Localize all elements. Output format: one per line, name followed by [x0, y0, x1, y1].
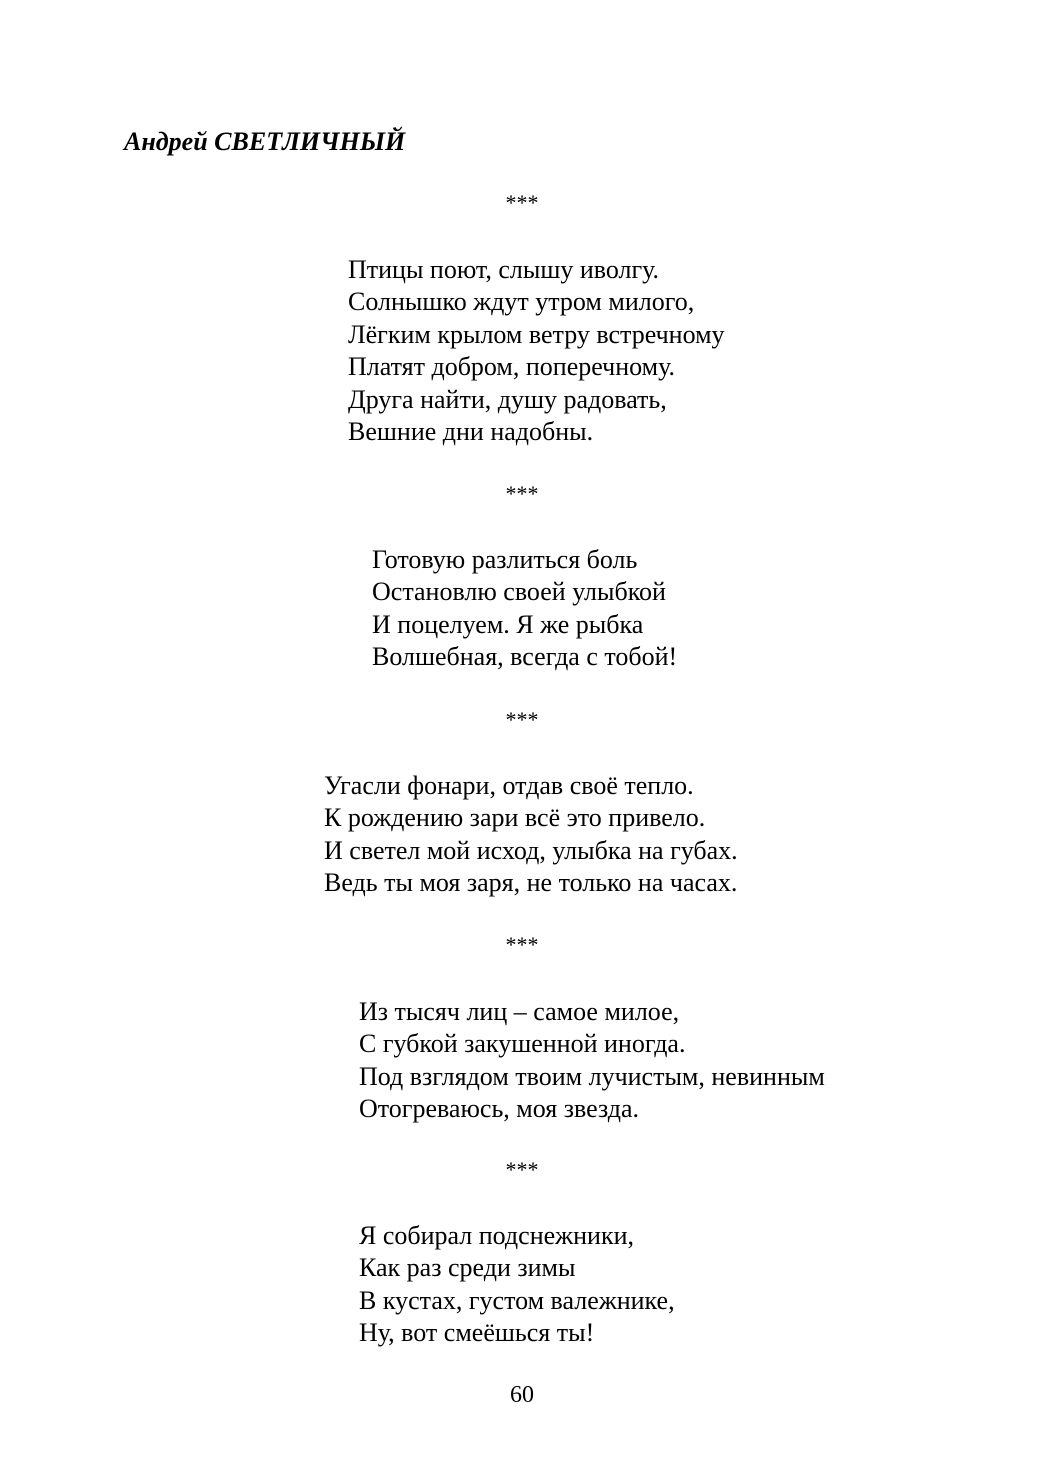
poem-line: Ведь ты моя заря, не только на часах. — [324, 868, 738, 898]
poem-line: Из тысяч лиц – самое милое, — [359, 997, 680, 1026]
poem-line: Остановлю своей улыбкой — [372, 577, 666, 607]
poem — [359, 996, 825, 1126]
poem-line: Как раз среди зимы — [359, 1253, 576, 1283]
poem-line: К рождению зари всё это привело. — [324, 803, 706, 833]
separator: *** — [505, 707, 539, 732]
poem-line: Платят добром, поперечному. — [348, 352, 675, 382]
separator: *** — [505, 932, 539, 957]
separator: *** — [505, 190, 539, 215]
poem-line: Волшебная, всегда с тобой! — [372, 642, 678, 672]
poem-line: Готовую разлиться боль — [372, 545, 638, 574]
poem — [348, 254, 725, 448]
separator: *** — [505, 481, 539, 506]
author-heading: Андрей СВЕТЛИЧНЫЙ — [124, 127, 406, 156]
poem — [324, 770, 738, 900]
poem-line: Птицы поют, слышу иволгу. — [348, 255, 660, 284]
poem-line: Солнышко ждут утром милого, — [348, 287, 695, 317]
poem — [359, 1220, 675, 1350]
poem-line: И светел мой исход, улыбка на губах. — [324, 835, 738, 865]
separator: *** — [505, 1157, 539, 1182]
poem-line: Ну, вот смеёшься ты! — [359, 1318, 595, 1348]
page-number: 60 — [510, 1382, 534, 1408]
poem-line: Отогреваюсь, моя звезда. — [359, 1094, 640, 1124]
poem-line: В кустах, густом валежнике, — [359, 1285, 675, 1315]
poem-line: Вешние дни надобны. — [348, 417, 594, 447]
poem-line: Лёгким крылом ветру встречному — [348, 319, 725, 349]
poem-line: И поцелуем. Я же рыбка — [372, 609, 644, 639]
poem-line: Угасли фонари, отдав своё тепло. — [324, 771, 694, 800]
poem — [372, 544, 677, 674]
poem-line: С губкой закушенной иногда. — [359, 1029, 686, 1059]
poem-line: Я собирал подснежники, — [359, 1221, 634, 1250]
poem-line: Под взглядом твоим лучистым, невинным — [359, 1061, 825, 1091]
poem-line: Друга найти, душу радовать, — [348, 384, 667, 414]
